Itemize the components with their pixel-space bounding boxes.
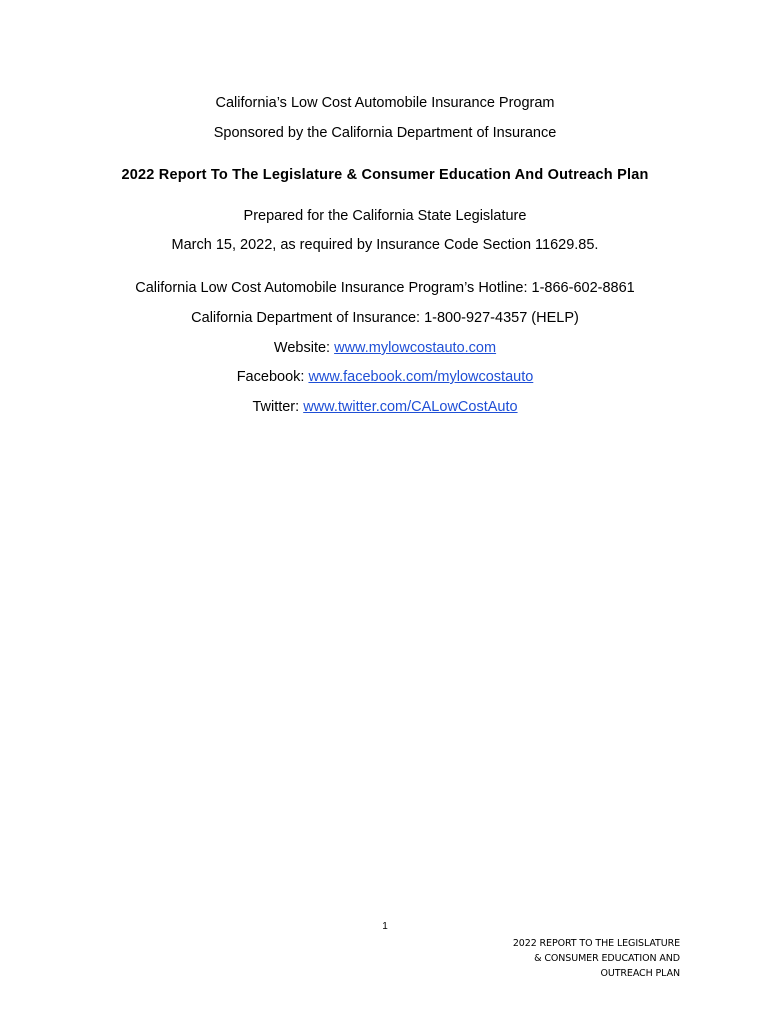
website-link[interactable]: www.mylowcostauto.com [334, 340, 497, 356]
facebook-line [0, 368, 770, 386]
page-number: 1 [382, 921, 388, 932]
footer-line: & CONSUMER EDUCATION AND [534, 953, 680, 964]
date-line: March 15, 2022, as required by Insurance Code Section 11629.85. [171, 237, 599, 253]
website-label: Website: [273, 340, 335, 356]
website-line [0, 339, 770, 357]
report-title: 2022 Report To The Legislature & Consumer Education And Outreach Plan [121, 167, 649, 183]
footer-line: 2022 REPORT TO THE LEGISLATURE [512, 938, 680, 949]
twitter-label: Twitter: [252, 399, 304, 415]
twitter-link[interactable]: www.twitter.com/CALowCostAuto [303, 399, 518, 415]
twitter-line [0, 398, 770, 416]
sponsor-line: Sponsored by the California Department of Insurance [213, 125, 557, 141]
facebook-link[interactable]: www.facebook.com/mylowcostauto [308, 369, 534, 385]
program-title: California’s Low Cost Automobile Insurance Program [215, 95, 555, 111]
footer-line: OUTREACH PLAN [600, 968, 680, 979]
hotline-line: California Low Cost Automobile Insurance Program’s Hotline: 1-866-602-8861 [135, 280, 635, 296]
cdi-phone-line: California Department of Insurance: 1-800-927-4357 (HELP) [191, 310, 579, 326]
footer-report-title [460, 936, 680, 981]
facebook-label: Facebook: [236, 369, 309, 385]
prepared-for-line: Prepared for the California State Legislature [243, 208, 527, 224]
